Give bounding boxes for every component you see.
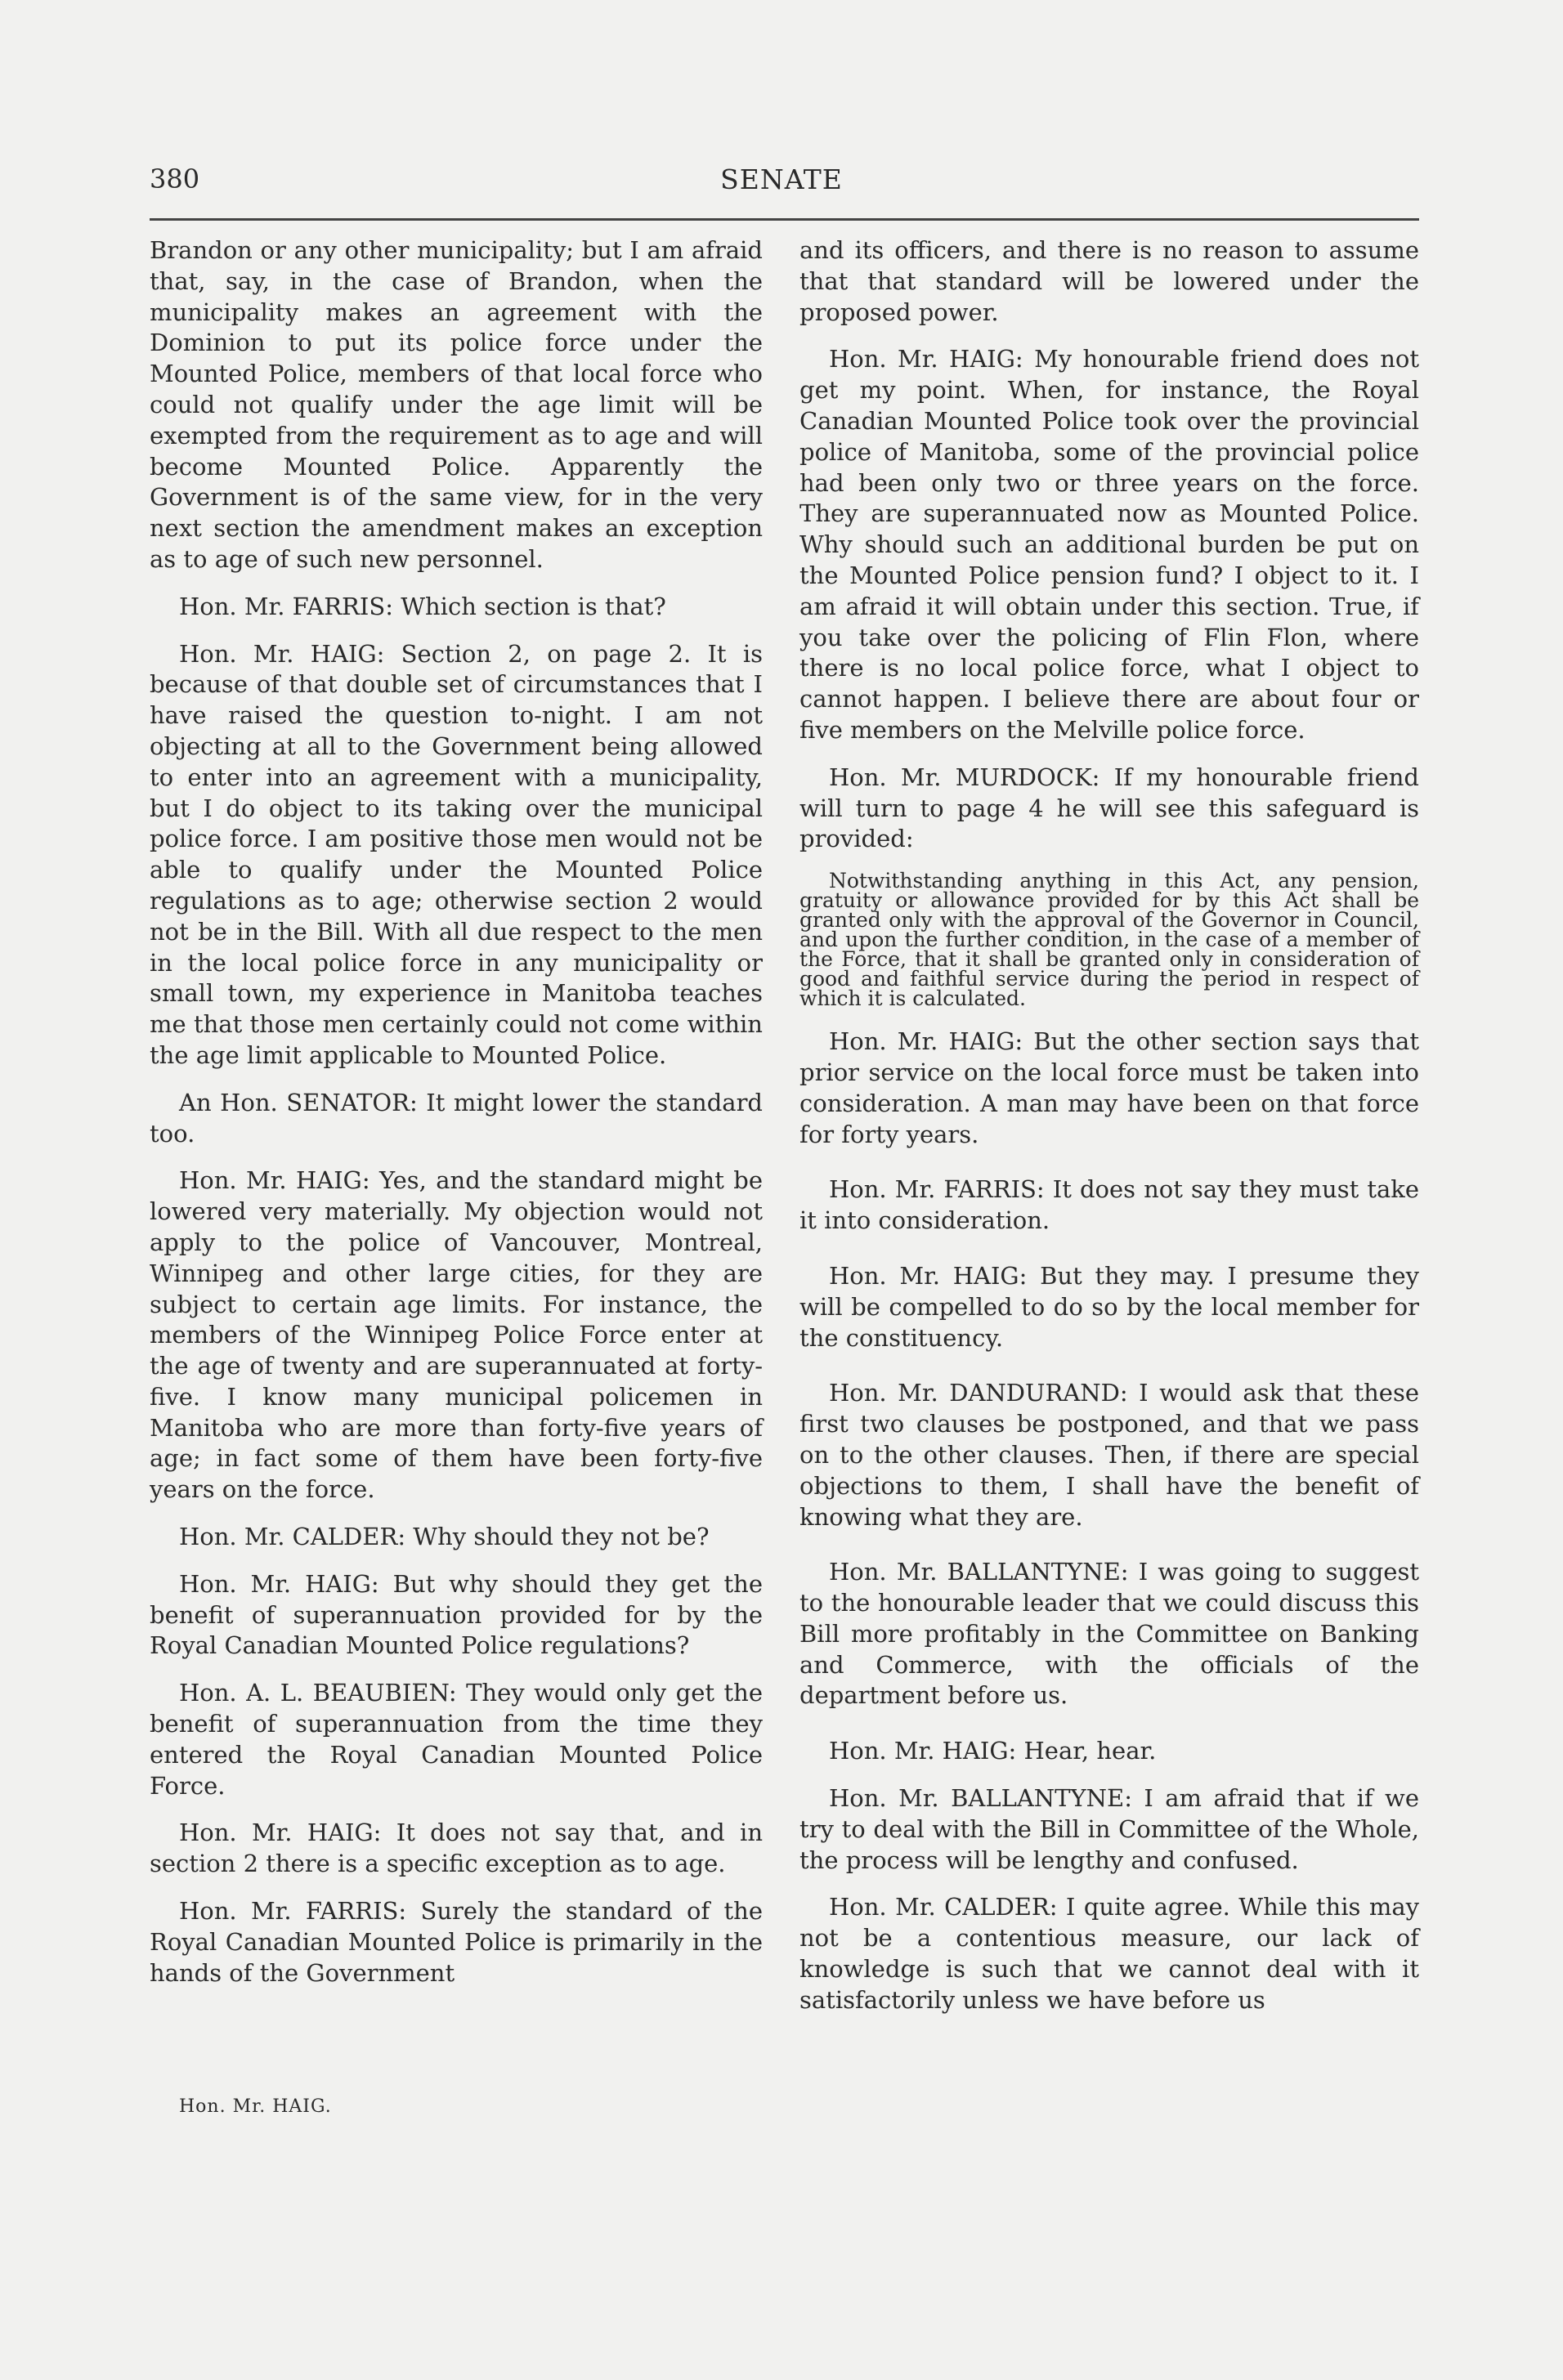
right-column bbox=[799, 235, 1419, 2033]
paragraph: Hon. Mr. DANDURAND: I would ask that these first two clauses be postponed, and that we pass on to the other clauses. Then, if there are special objections to them, I shall have the benefit of knowing what they are. bbox=[799, 1379, 1419, 1531]
paragraph: Hon. Mr. HAIG: But they may. I presume they will be compelled to do so by the local member for the constituency. bbox=[799, 1261, 1419, 1352]
paragraph: Hon. Mr. BALLANTYNE: I was going to suggest to the honourable leader that we could discuss this Bill more profitably in the Committee on Banking and Commerce, with the officials of the department before us. bbox=[799, 1558, 1419, 1710]
paragraph: Brandon or any other municipality; but I am afraid that, say, in the case of Brandon, when the municipality makes an agreement with the Dominion to put its police force under the Mounted Police, members of that local force who could not qualify under the age limit will be exempted from the requirement as to age and will become Mounted Police. Apparently the Government is of the same view, for in the very next section the amendment makes an exception as to age of such new personnel. bbox=[150, 236, 763, 573]
paragraph: Hon. Mr. CALDER: I quite agree. While this may not be a contentious measure, our lack of knowledge is such that we cannot deal with it satisfactorily unless we have before us bbox=[799, 1893, 1419, 2014]
header-rule bbox=[150, 218, 1419, 221]
paragraph: Hon. Mr. HAIG: My honourable friend does not get my point. When, for instance, the Royal Canadian Mounted Police took over the provincial police of Manitoba, some of the provincial police had been only two or three years on the force. They are superannuated now as Mounted Police. Why should such an additional burden be put on the Mounted Police pension fund? I object to it. I am afraid it will obtain under this section. True, if you take over the policing of Flin Flon, where there is no local police force, what I object to cannot happen. I believe there are about four or five members on the Melville police force. bbox=[799, 345, 1419, 744]
footer-speaker: Hon. Mr. HAIG. bbox=[179, 2096, 332, 2117]
paragraph: Hon. Mr. HAIG: Section 2, on page 2. It is because of that double set of circumstances that I have raised the question to-night. I am not objecting at all to the Government being allowed to enter into an agreement with a municipality, but I do object to its taking over the municipal police force. I am positive those men would not be able to qualify under the Mounted Police regulations as to age; otherwise section 2 would not be in the Bill. With all due respect to the men in the local police force in any municipality or small town, my experience in Manitoba teaches me that those men certainly could not come within the age limit applicable to Mounted Police. bbox=[150, 639, 763, 1069]
paragraph: Hon. Mr. FARRIS: Which section is that? bbox=[179, 592, 666, 620]
paragraph: Hon. Mr. FARRIS: Surely the standard of the Royal Canadian Mounted Police is primarily in the hands of the Government bbox=[150, 1897, 763, 1987]
paragraph: Hon. Mr. FARRIS: It does not say they must take it into consideration. bbox=[799, 1175, 1419, 1235]
running-head: SENATE bbox=[720, 163, 843, 195]
paragraph: Hon. Mr. BALLANTYNE: I am afraid that if we try to deal with the Bill in Committee of the Whole, the process will be lengthy and confused. bbox=[799, 1784, 1419, 1874]
paragraph: Hon. Mr. HAIG: But why should they get the benefit of superannuation provided for by the Royal Canadian Mounted Police regulations? bbox=[150, 1569, 763, 1660]
paragraph: An Hon. SENATOR: It might lower the standard too. bbox=[150, 1088, 763, 1148]
paragraph: Hon. A. L. BEAUBIEN: They would only get the benefit of superannuation from the time they entered the Royal Canadian Mounted Police Force. bbox=[150, 1679, 763, 1800]
left-column bbox=[150, 235, 763, 2005]
page-number: 380 bbox=[150, 163, 200, 195]
paragraph: Hon. Mr. MURDOCK: If my honourable friend will turn to page 4 he will see this safeguard is provided: bbox=[799, 763, 1419, 853]
paragraph: Hon. Mr. HAIG: It does not say that, and in section 2 there is a specific exception as to age. bbox=[150, 1819, 763, 1878]
paragraph: Hon. Mr. HAIG: But the other section says that prior service on the local force must be taken into consideration. A man may have been on that force for forty years. bbox=[799, 1027, 1419, 1148]
paragraph: Hon. Mr. HAIG: Yes, and the standard might be lowered very materially. My objection would not apply to the police of Vancouver, Montreal, Winnipeg and other large cities, for they are subject to certain age limits. For instance, the members of the Winnipeg Police Force enter at the age of twenty and are superannuated at forty-five. I know many municipal policemen in Manitoba who are more than forty-five years of age; in fact some of them have been forty-five years on the force. bbox=[150, 1166, 763, 1504]
paragraph: and its officers, and there is no reason to assume that that standard will be lowered under the proposed power. bbox=[799, 236, 1419, 326]
paragraph: Hon. Mr. HAIG: Hear, hear. bbox=[829, 1737, 1157, 1765]
paragraph: Hon. Mr. CALDER: Why should they not be? bbox=[179, 1523, 710, 1551]
block-quote: Notwithstanding anything in this Act, any pension, gratuity or allowance provided for by this Act shall be granted only with the approval of the Governor in Council, and upon the further condition, in the case of a member of the Force, that it shall be granted only in consideration of good and faithful service during the period in respect of which it is calculated. bbox=[799, 869, 1419, 1011]
